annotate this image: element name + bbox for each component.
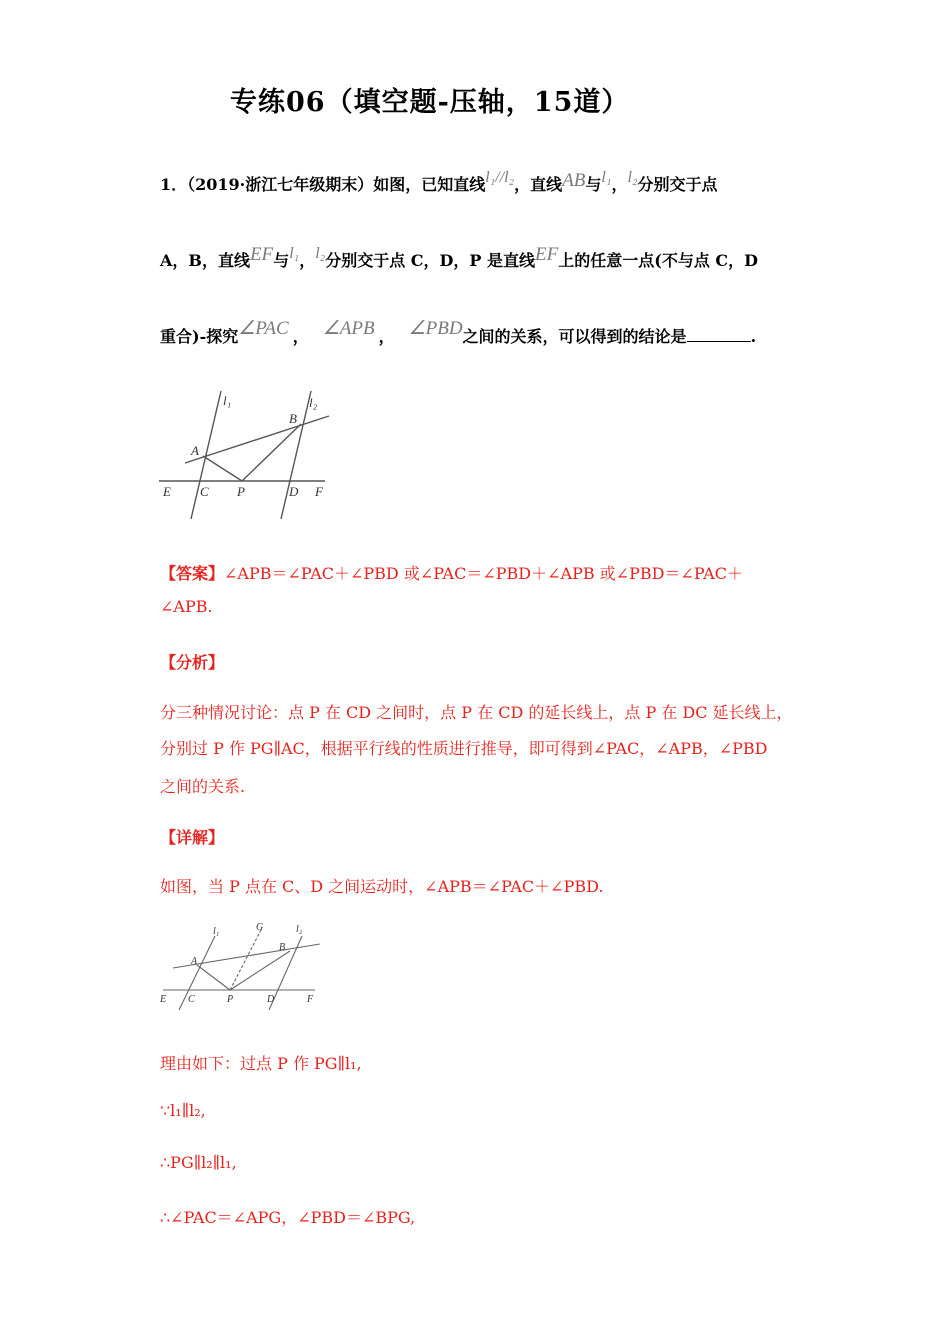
question-text: 之间的关系，可以得到的结论是: [462, 327, 687, 346]
question-text: 与: [585, 175, 602, 194]
math-angle-apb: ∠APB: [322, 318, 375, 339]
math-ef: EF: [249, 244, 274, 265]
label-a: A: [191, 956, 198, 967]
figure-2: [157, 918, 327, 1018]
math-ef: EF: [535, 244, 559, 265]
math-l2: l₂: [315, 245, 326, 262]
answer-tag: 【答案】: [160, 564, 225, 583]
detail-step-2: ∴PG∥l₂∥l₁,: [160, 1153, 237, 1172]
label-l1: l₁: [213, 926, 220, 937]
label-l2: l₂: [296, 924, 303, 935]
question-line-3: [160, 318, 757, 348]
label-c: C: [188, 994, 195, 1005]
figure-1: [155, 385, 340, 525]
detail-line-1: 如图，当 P 点在 C、D 之间运动时，∠APB＝∠PAC＋∠PBD.: [160, 877, 604, 896]
question-source: （2019·浙江七年级期末）: [187, 175, 374, 194]
analysis-line-3: 之间的关系.: [160, 777, 246, 796]
math-l2: l₂: [627, 169, 638, 186]
label-d: D: [289, 484, 299, 499]
label-l2: l₂: [309, 395, 318, 410]
label-p: P: [227, 994, 234, 1005]
math-angle-pac: ∠PAC: [238, 318, 289, 339]
question-text: ，直线: [514, 175, 563, 194]
line-l1: [179, 936, 215, 1010]
question-text: 重合)-探究: [160, 327, 239, 346]
math-l1: l₁: [601, 169, 612, 186]
math-l1-parallel-l2: l₁//l₂: [485, 169, 515, 186]
question-text: .: [750, 327, 757, 346]
label-a: A: [191, 443, 199, 458]
label-g: G: [256, 922, 264, 933]
label-d: D: [267, 994, 275, 1005]
analysis-line-2: 分别过 P 作 PG∥AC，根据平行线的性质进行推导，即可得到∠PAC，∠APB，∠PBD: [160, 739, 768, 758]
detail-tag: 【详解】: [160, 828, 225, 847]
label-c: C: [200, 484, 209, 499]
line-ab: [185, 416, 329, 463]
segment-ap: [197, 965, 230, 990]
answer-blank: [687, 327, 751, 342]
math-l1: l₁: [289, 245, 300, 262]
question-text: 分别交于点 C，D，P 是直线: [325, 251, 536, 270]
question-text: ，: [299, 251, 316, 270]
question-line-2: [160, 244, 759, 272]
label-f: F: [307, 994, 314, 1005]
question-text: ，: [378, 327, 395, 346]
analysis-line-1: 分三种情况讨论：点 P 在 CD 之间时，点 P 在 CD 的延长线上，点 P 在 DC 延长线上，: [160, 703, 793, 722]
math-angle-pbd: ∠PBD: [408, 318, 463, 339]
question-text: 与: [273, 251, 290, 270]
label-f: F: [315, 484, 323, 499]
label-e: E: [160, 994, 167, 1005]
answer-text-2: ∠APB.: [160, 597, 213, 616]
analysis-tag: 【分析】: [160, 653, 225, 672]
label-p: P: [237, 484, 245, 499]
question-number: 1．: [160, 175, 188, 194]
detail-step-3: ∴∠PAC＝∠APG，∠PBD＝∠BPG,: [160, 1208, 416, 1227]
question-text: ，: [611, 175, 628, 194]
answer-line-1: [160, 561, 743, 584]
label-l1: l₁: [223, 393, 232, 408]
answer-text: ∠APB＝∠PAC＋∠PBD 或∠PAC＝∠PBD＋∠APB 或∠PBD＝∠PAC＋: [224, 564, 743, 583]
segment-ap: [203, 456, 242, 481]
detail-step-1: ∵l₁∥l₂,: [160, 1101, 206, 1120]
label-e: E: [163, 484, 171, 499]
line-pg-dashed: [230, 928, 262, 990]
label-b: B: [289, 411, 297, 426]
question-line-1: [160, 169, 718, 196]
detail-reason: 理由如下：过点 P 作 PG∥l₁,: [160, 1054, 362, 1073]
math-ab: AB: [562, 170, 586, 191]
page-title: 专练06（填空题-压轴，15道）: [230, 87, 630, 118]
question-text: ，: [292, 327, 309, 346]
question-text: 如图，已知直线: [373, 175, 486, 194]
question-text: A，B，直线: [160, 251, 250, 270]
question-text: 上的任意一点(不与点 C，D: [558, 251, 759, 270]
question-text: 分别交于点: [637, 175, 718, 194]
label-b: B: [279, 942, 286, 953]
